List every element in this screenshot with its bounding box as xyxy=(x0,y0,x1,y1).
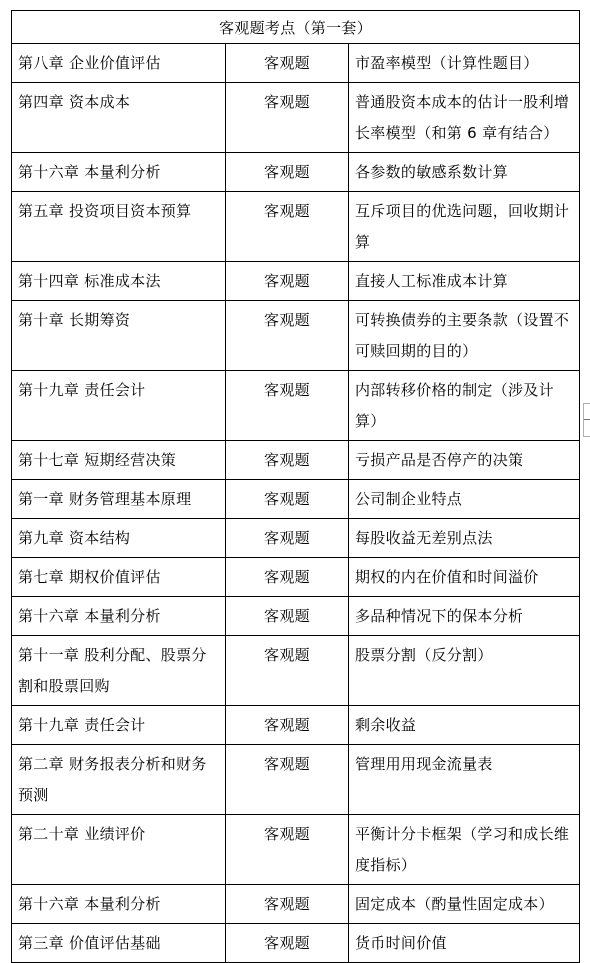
table-row xyxy=(12,83,580,153)
exam-point-cell: 股票分割（反分割） xyxy=(349,636,580,706)
question-type-cell: 客观题 xyxy=(226,262,349,301)
exam-point-cell: 货币时间价值 xyxy=(349,924,580,963)
exam-point-cell: 直接人工标准成本计算 xyxy=(349,262,580,301)
chapter-cell: 第十九章 责任会计 xyxy=(12,706,226,745)
exam-point-cell: 互斥项目的优选问题，回收期计算 xyxy=(349,192,580,262)
question-type-cell: 客观题 xyxy=(226,441,349,480)
exam-point-cell: 普通股资本成本的估计一股利增长率模型（和第 6 章有结合） xyxy=(349,83,580,153)
exam-point-cell: 多品种情况下的保本分析 xyxy=(349,597,580,636)
table-title-row xyxy=(12,11,580,44)
table-row xyxy=(12,441,580,480)
table-row xyxy=(12,885,580,924)
table-row xyxy=(12,44,580,83)
exam-point-cell: 亏损产品是否停产的决策 xyxy=(349,441,580,480)
question-type-cell: 客观题 xyxy=(226,636,349,706)
question-type-cell: 客观题 xyxy=(226,192,349,262)
table-row xyxy=(12,924,580,963)
table-row xyxy=(12,480,580,519)
question-type-cell: 客观题 xyxy=(226,745,349,815)
table-row xyxy=(12,558,580,597)
chapter-cell: 第十六章 本量利分析 xyxy=(12,597,226,636)
chapter-cell: 第十六章 本量利分析 xyxy=(12,153,226,192)
question-type-cell: 客观题 xyxy=(226,153,349,192)
question-type-cell: 客观题 xyxy=(226,44,349,83)
chapter-cell: 第五章 投资项目资本预算 xyxy=(12,192,226,262)
exam-point-cell: 可转换债券的主要条款（设置不可赎回期的目的） xyxy=(349,301,580,371)
question-type-cell: 客观题 xyxy=(226,597,349,636)
exam-point-cell: 固定成本（酌量性固定成本） xyxy=(349,885,580,924)
chapter-cell: 第二十章 业绩评价 xyxy=(12,815,226,885)
exam-point-cell: 管理用用现金流量表 xyxy=(349,745,580,815)
chapter-cell: 第十九章 责任会计 xyxy=(12,371,226,441)
table-row xyxy=(12,597,580,636)
question-type-cell: 客观题 xyxy=(226,558,349,597)
page-edge-marker xyxy=(583,403,590,437)
table-row xyxy=(12,192,580,262)
table-row xyxy=(12,815,580,885)
question-type-cell: 客观题 xyxy=(226,815,349,885)
question-type-cell: 客观题 xyxy=(226,83,349,153)
exam-point-cell: 内部转移价格的制定（涉及计算） xyxy=(349,371,580,441)
table-row xyxy=(12,371,580,441)
table-row xyxy=(12,153,580,192)
chapter-cell: 第二章 财务报表分析和财务预测 xyxy=(12,745,226,815)
exam-point-cell: 公司制企业特点 xyxy=(349,480,580,519)
chapter-cell: 第九章 资本结构 xyxy=(12,519,226,558)
chapter-cell: 第八章 企业价值评估 xyxy=(12,44,226,83)
question-type-cell: 客观题 xyxy=(226,885,349,924)
chapter-cell: 第四章 资本成本 xyxy=(12,83,226,153)
chapter-cell: 第十六章 本量利分析 xyxy=(12,885,226,924)
chapter-cell: 第十章 长期筹资 xyxy=(12,301,226,371)
exam-point-cell: 市盈率模型（计算性题目） xyxy=(349,44,580,83)
table-row xyxy=(12,745,580,815)
question-type-cell: 客观题 xyxy=(226,706,349,745)
chapter-cell: 第十七章 短期经营决策 xyxy=(12,441,226,480)
exam-point-cell: 期权的内在价值和时间溢价 xyxy=(349,558,580,597)
question-type-cell: 客观题 xyxy=(226,519,349,558)
exam-points-table xyxy=(11,10,580,963)
chapter-cell: 第七章 期权价值评估 xyxy=(12,558,226,597)
question-type-cell: 客观题 xyxy=(226,480,349,519)
table-row xyxy=(12,301,580,371)
table-row xyxy=(12,636,580,706)
exam-point-cell: 各参数的敏感系数计算 xyxy=(349,153,580,192)
exam-point-cell: 剩余收益 xyxy=(349,706,580,745)
table-title: 客观题考点（第一套） xyxy=(12,11,580,44)
page-edge-tick xyxy=(584,419,590,420)
chapter-cell: 第一章 财务管理基本原理 xyxy=(12,480,226,519)
question-type-cell: 客观题 xyxy=(226,371,349,441)
question-type-cell: 客观题 xyxy=(226,924,349,963)
exam-point-cell: 每股收益无差别点法 xyxy=(349,519,580,558)
chapter-cell: 第十一章 股利分配、股票分割和股票回购 xyxy=(12,636,226,706)
chapter-cell: 第三章 价值评估基础 xyxy=(12,924,226,963)
chapter-cell: 第十四章 标准成本法 xyxy=(12,262,226,301)
question-type-cell: 客观题 xyxy=(226,301,349,371)
exam-point-cell: 平衡计分卡框架（学习和成长维度指标） xyxy=(349,815,580,885)
table-row xyxy=(12,706,580,745)
table-row xyxy=(12,519,580,558)
table-row xyxy=(12,262,580,301)
